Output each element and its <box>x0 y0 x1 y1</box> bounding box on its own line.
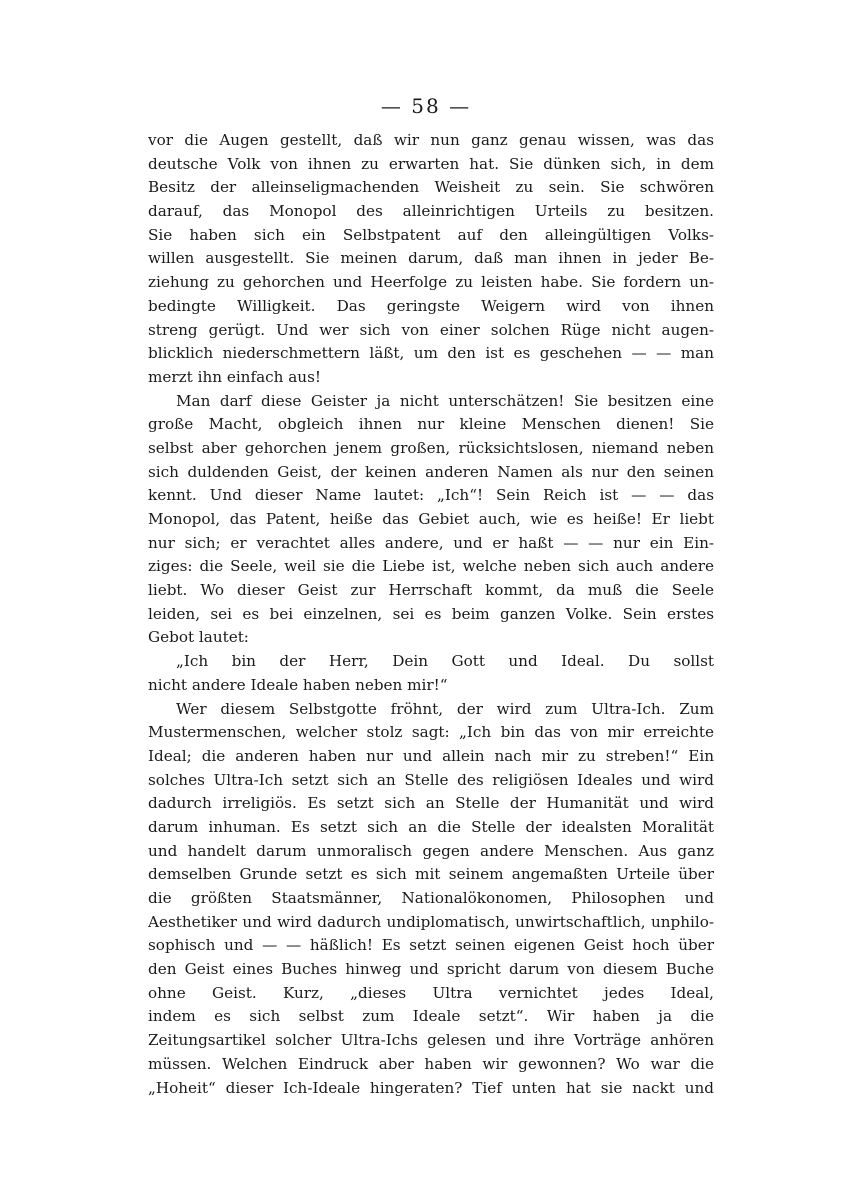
text-line: Aesthetiker und wird dadurch undiplomatisch, unwirtschaftlich, unphilo- <box>148 912 714 931</box>
text-line: Gebot lautet: <box>148 628 249 647</box>
text-line: willen ausgestellt. Sie meinen darum, daß man ihnen in jeder Be- <box>148 249 714 268</box>
body-text <box>148 129 714 1100</box>
text-line: ziges: die Seele, weil sie die Liebe ist, welche neben sich auch andere <box>148 557 714 576</box>
text-line: leiden, sei es bei einzelnen, sei es beim ganzen Volke. Sein erstes <box>148 604 714 623</box>
text-line: streng gerügt. Und wer sich von einer solchen Rüge nicht augen- <box>148 320 714 339</box>
text-line: „Hoheit“ dieser Ich-Ideale hingeraten? Tief unten hat sie nackt und <box>148 1078 714 1097</box>
text-line: solches Ultra-Ich setzt sich an Stelle des religiösen Ideales und wird <box>148 770 714 789</box>
text-line: große Macht, obgleich ihnen nur kleine Menschen dienen! Sie <box>148 415 714 434</box>
text-line: dadurch irreligiös. Es setzt sich an Stelle der Humanität und wird <box>148 794 714 813</box>
text-line: ziehung zu gehorchen und Heerfolge zu leisten habe. Sie fordern un- <box>148 273 714 292</box>
text-line: merzt ihn einfach aus! <box>148 367 321 386</box>
text-line: liebt. Wo dieser Geist zur Herrschaft kommt, da muß die Seele <box>148 581 714 600</box>
text-line: deutsche Volk von ihnen zu erwarten hat. Sie dünken sich, in dem <box>148 154 714 173</box>
text-line: nur sich; er verachtet alles andere, und er haßt — — nur ein Ein- <box>148 533 714 552</box>
text-line: die größten Staatsmänner, Nationalökonomen, Philosophen und <box>148 889 714 907</box>
page-number: — 58 — <box>380 94 472 118</box>
text-line: und handelt darum unmoralisch gegen andere Menschen. Aus ganz <box>148 841 714 860</box>
text-line: demselben Grunde setzt es sich mit seinem angemaßten Urteile über <box>148 865 714 884</box>
text-line: vor die Augen gestellt, daß wir nun ganz genau wissen, was das <box>148 131 714 149</box>
text-line: darauf, das Monopol des alleinrichtigen Urteils zu besitzen. <box>148 202 714 221</box>
text-line: Monopol, das Patent, heiße das Gebiet auch, wie es heiße! Er liebt <box>148 510 714 528</box>
text-line: Besitz der alleinseligmachenden Weisheit zu sein. Sie schwören <box>148 178 714 197</box>
text-line: müssen. Welchen Eindruck aber haben wir gewonnen? Wo war die <box>148 1054 714 1073</box>
text-line: Ideal; die anderen haben nur und allein nach mir zu streben!“ Ein <box>148 746 714 765</box>
text-line: kennt. Und dieser Name lautet: „Ich“! Sein Reich ist — — das <box>148 486 714 505</box>
text-line: selbst aber gehorchen jenem großen, rücksichtslosen, niemand neben <box>148 438 714 457</box>
text-line: sich duldenden Geist, der keinen anderen Namen als nur den seinen <box>148 462 714 481</box>
text-line: Man darf diese Geister ja nicht unterschätzen! Sie besitzen eine <box>176 391 714 410</box>
text-line: ohne Geist. Kurz, „dieses Ultra vernichtet jedes Ideal, <box>148 983 714 1002</box>
text-line: indem es sich selbst zum Ideale setzt“. Wir haben ja die <box>148 1007 714 1026</box>
text-line: den Geist eines Buches hinweg und spricht darum von diesem Buche <box>148 960 714 979</box>
text-line: darum inhuman. Es setzt sich an die Stelle der idealsten Moralität <box>148 817 714 836</box>
text-line: Mustermenschen, welcher stolz sagt: „Ich bin das von mir erreichte <box>148 723 714 742</box>
text-line: sophisch und — — häßlich! Es setzt seinen eigenen Geist hoch über <box>148 936 714 955</box>
text-line: bedingte Willigkeit. Das geringste Weigern wird von ihnen <box>148 296 714 315</box>
text-line: Zeitungsartikel solcher Ultra-Ichs gelesen und ihre Vorträge anhören <box>148 1031 714 1050</box>
text-line: „Ich bin der Herr, Dein Gott und Ideal. Du sollst <box>176 652 714 671</box>
text-line: blicklich niederschmettern läßt, um den ist es geschehen — — man <box>148 344 714 363</box>
text-line: Sie haben sich ein Selbstpatent auf den alleingültigen Volks- <box>148 225 714 244</box>
text-line: Wer diesem Selbstgotte fröhnt, der wird zum Ultra-Ich. Zum <box>176 699 714 718</box>
text-line: nicht andere Ideale haben neben mir!“ <box>148 675 448 694</box>
